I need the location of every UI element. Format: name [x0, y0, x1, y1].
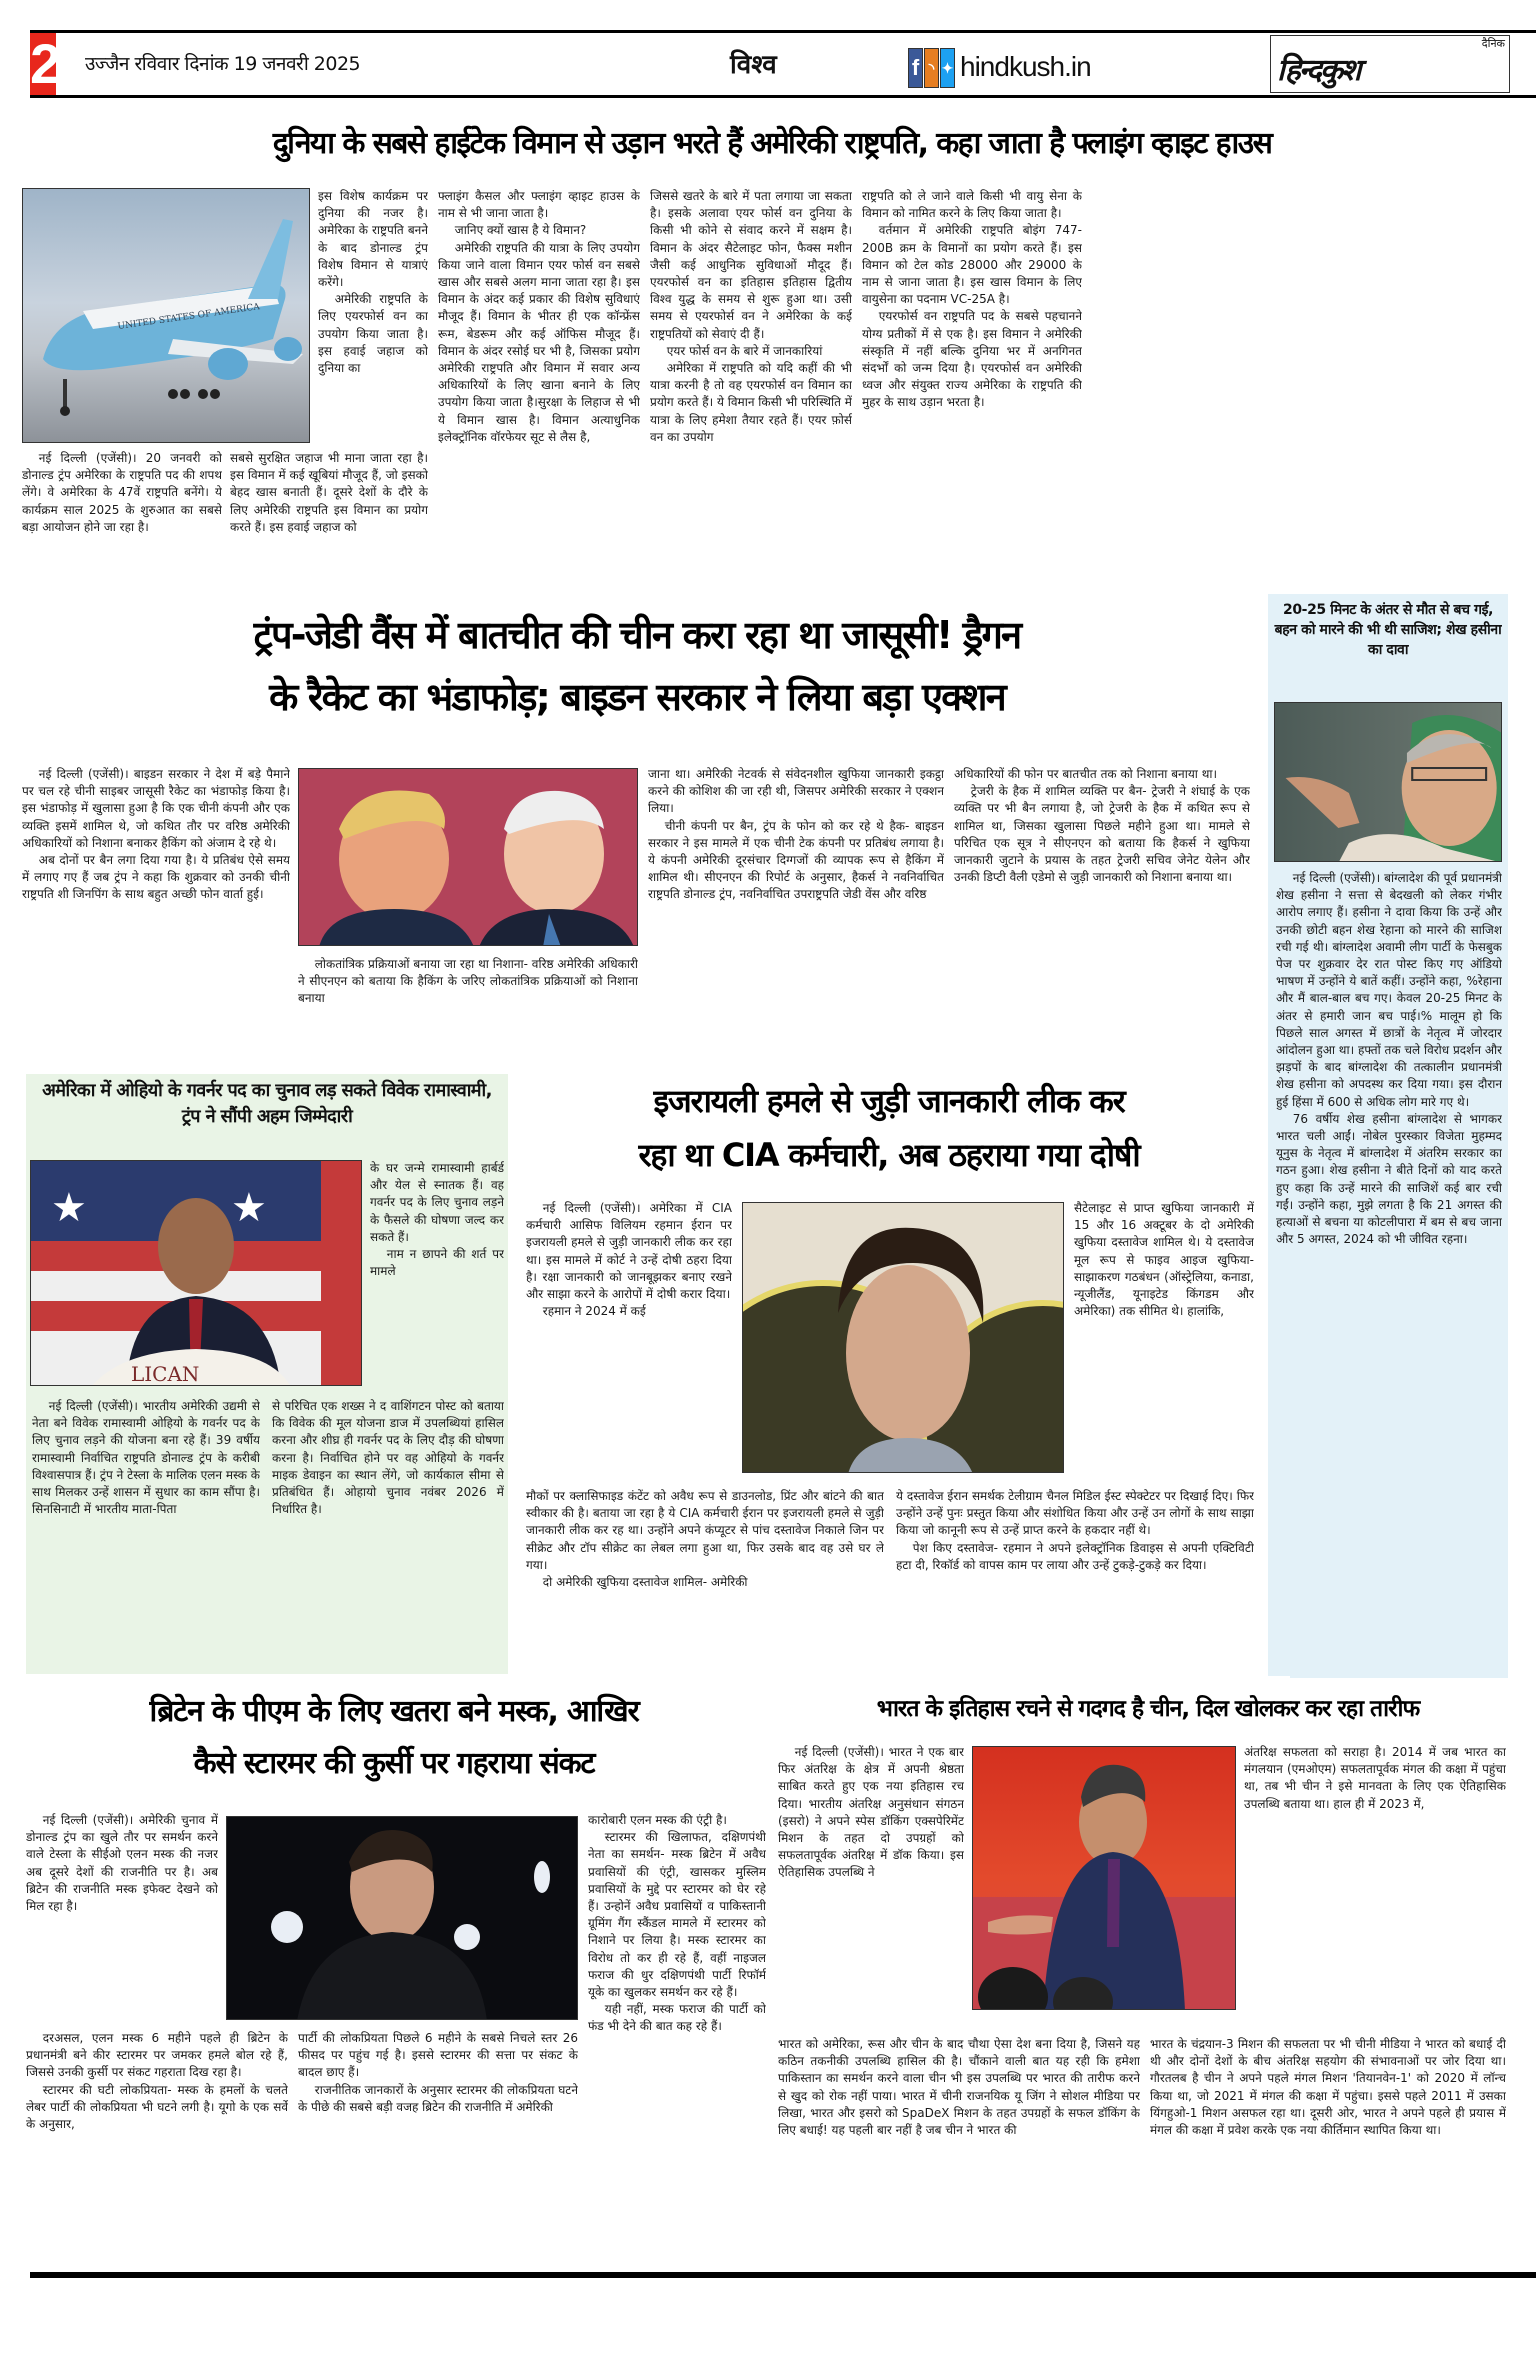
star-icon: ★ [51, 1185, 87, 1231]
story5-col3 [1074, 1200, 1254, 1482]
newspaper-logo [1270, 35, 1510, 93]
plane-livery-text: UNITED STATES OF AMERICA [117, 302, 261, 332]
story1-para: राष्ट्रपति को ले जाने वाले किसी भी वायु सेना के विमान को नामित करने के लिए किया जाता है। [862, 189, 1082, 221]
story4-col2 [272, 1398, 504, 1670]
logo-small-text: दैनिक [1481, 37, 1505, 50]
story5-para: रहमान ने 2024 में कई [542, 1304, 646, 1319]
section-name: विश्व [730, 50, 777, 80]
story2-headline-line1: ट्रंप-जेडी वैंस में बातचीत की चीन करा रहा था जासूसी! ड्रैगन [253, 613, 1021, 657]
story7-bottom-right [1150, 2036, 1506, 2264]
story1-col-beside-photo [318, 188, 428, 446]
story3-headline: 20-25 मिनट के अंतर से मौत से बच गई, बहन को मारने की भी थी साजिश; शेख हसीना का दावा [1274, 602, 1502, 658]
story7-headline: भारत के इतिहास रचने से गदगद है चीन, दिल खोलकर कर रहा तारीफ [876, 1696, 1420, 1722]
story5-para: सैटेलाइट से प्राप्त खुफिया जानकारी में 15 और 16 अक्टूबर के दो अमेरिकी खुफिया दस्तावेज शामिल थे। ये दस्तावेज मूल रूप से फाइव आइज खुफिया-साझाकरण गठबंधन (ऑस्ट्रेलिया, कनाडा, न्यूजीलैंड, यूनाइटेड किंगडम और अमेरिका) तक सीमित थे। हालांकि, [1074, 1201, 1254, 1319]
podium-text: LICAN [131, 1362, 200, 1386]
story1-para: अमेरिकी राष्ट्रपति के लिए एयरफोर्स वन का उपयोग किया जाता है। इस हवाई जहाज को दुनिया का [318, 292, 428, 376]
story2-para: नई दिल्ली (एजेंसी)। बाइडन सरकार ने देश में बड़े पैमाने पर चल रहे चीनी साइबर जासूसी रैकेट का भंडाफोड़ किया है। इस भंडाफोड़ में खुलासा हुआ है कि एक चीनी कंपनी और एक व्यक्ति इसमें शामिल थे, जो कथित तौर पर वरिष्ठ अमेरिकी अधिकारियों को निशाना बनाकर हैकिंग को अंजाम दे रहे थे। [22, 767, 290, 850]
page-number: 2 [30, 32, 62, 95]
story2-col3 [648, 766, 944, 1062]
story6-para: कारोबारी एलन मस्क की एंट्री है। [588, 1813, 727, 1827]
star-icon: ★ [231, 1185, 267, 1231]
logo-big-text: हिन्दकुश [1277, 53, 1360, 88]
story5-bottom-right [896, 1488, 1254, 1674]
story4-beside-photo [370, 1160, 504, 1392]
story6-headline-line1: ब्रिटेन के पीएम के लिए खतरा बने मस्क, आखिर [149, 1694, 639, 1729]
vivek-ramaswamy-photo [30, 1160, 362, 1386]
story1-subhead: एयर फोर्स वन के बारे में जानकारियां [666, 343, 823, 358]
story2-col2 [298, 956, 638, 1062]
story2-headline [22, 604, 1252, 744]
story2-para: चीनी कंपनी पर बैन, ट्रंप के फोन को कर रहे थे हैक- बाइडन सरकार ने इस मामले में एक चीनी टेक कंपनी पर प्रतिबंध लगाया है। ये कंपनी अमेरिकी दूरसंचार दिग्गजों की व्यापक रूप से हैकिंग में शामिल थी। सीएनएन की रिपोर्ट के अनुसार, हैकर्स ने नवनिर्वाचित राष्ट्रपति डोनाल्ड ट्रंप, नवनिर्वाचित उपराष्ट्रपति जेडी वेंस और वरिष्ठ [648, 818, 944, 902]
story6-para: स्टारमर की खिलाफत, दक्षिणपंथी नेता का समर्थन- मस्क ब्रिटेन में अवैध प्रवासियों की एंट्री, खासकर मुस्लिम प्रवासियों के मुद्दे पर स्टारमर को घेर रहे हैं। उन्होनें अवैध प्रवासियों व पाकिस्तानी ग्रूमिंग गैंग स्कैंडल मामले में स्टारमर को निशाने पर लिया है। मस्क स्टारमर का विरोध तो कर ही रहे हैं, वहीं नाइजल फराज की धुर दक्षिणपंथी पार्टी रिफॉर्म यूके का खुलकर समर्थन कर रहे हैं। [588, 1830, 766, 2000]
story6-col2 [298, 2030, 578, 2264]
story6-headline [22, 1686, 766, 1802]
story1-para: सबसे सुरक्षित जहाज भी माना जाता रहा है। इस विमान में कई खूबियां मौजूद हैं, जो इसको बेहद खास बनाती हैं। दूसरे देशों के दौरे के लिए अमेरिकी राष्ट्रपति इस विमान का प्रयोग करते हैं। इस हवाई जहाज को [230, 451, 428, 534]
story5-para: ये दस्तावेज ईरान समर्थक टेलीग्राम चैनल मिडिल ईस्ट स्पेक्टेटर पर दिखाई दिए। फिर उन्होंने उन्हें पुनः प्रस्तुत किया और संशोधित किया और उन्हें उन लोगों के साथ साझा किया जो कानूनी रूप से उन्हें प्राप्त करने के हकदार नहीं थे। [896, 1489, 1254, 1538]
story2-para: लोकतांत्रिक प्रक्रियाओं बनाया जा रहा था निशाना- वरिष्ठ अमेरिकी अधिकारी ने सीएनएन को बताया कि हैकिंग के जरिए लोकतांत्रिक प्रक्रियाओं को निशाना बनाया [298, 957, 638, 1006]
story5-para: मौकों पर क्लासिफाइड कंटेंट को अवैध रूप से डाउनलोड, प्रिंट और बांटने की बात स्वीकार की है। बताया जा रहा है ये CIA कर्मचारी ईरान पर इजरायली हमले से जुड़ी जानकारी लीक कर रह था। उन्होंने अपने कंप्यूटर से पांच दस्तावेज निकाले जिन पर सीक्रेट और टॉप सीक्रेट का लेबल लगा हुआ था, फिर उसके बाद वह उसे घर ले गया। [526, 1489, 884, 1572]
story6-headline-line2: कैसे स्टारमर की कुर्सी पर गहराया संकट [193, 1746, 595, 1781]
story1-col2 [230, 450, 428, 582]
story6-col3 [588, 1812, 766, 2264]
story3-body [1276, 870, 1502, 1670]
story2-para: अब दोनों पर बैन लगा दिया गया है। ये प्रतिबंध ऐसे समय में लगाए गए हैं जब ट्रंप ने कहा कि शुक्रवार को उनकी चीनी राष्ट्रपति शी जिनपिंग के साथ बहुत अच्छी फोन वार्ता हुई। [22, 853, 290, 902]
story7-para: अंतरिक्ष सफलता को सराहा है। 2014 में जब भारत का मंगलयान (एमओएम) सफलतापूर्वक मंगल की कक्षा में पहुंचा था, तब भी चीन ने इसे मानवता के लिए एक ऐतिहासिक उपलब्धि बताया था। हाल ही में 2023 में, [1244, 1745, 1506, 1811]
airplane-illustration [23, 189, 310, 443]
story4-para: नाम न छापने की शर्त पर मामले [370, 1247, 504, 1279]
story1-para: फ्लाइंग कैसल और फ्लाइंग व्हाइट हाउस के नाम से भी जाना जाता है। [438, 189, 640, 221]
website-link[interactable]: hindkush.in [960, 51, 1091, 82]
story2-para: ट्रेजरी के हैक में शामिल व्यक्ति पर बैन- ट्रेजरी ने शंघाई के एक व्यक्ति पर भी बैन लगाया है, जो ट्रेजरी के हैक में कथित रूप से शामिल था, जिसका खुलासा पिछले महीने हुआ था। मामले से परिचित एक सूत्र ने सीएनएन को बताया कि हैकर्स ने खुफिया जानकारी जुटाने के प्रयास के तहत ट्रेजरी सचिव जेनेट येलेन और उनकी डिप्टी वैली एडेमो से जुड़ी जानकारी को निशाना बनाया था। [954, 784, 1250, 885]
story1-col5 [862, 188, 1082, 582]
story4-col1 [32, 1398, 260, 1670]
story2-col1 [22, 766, 290, 1062]
bottom-rule [30, 2272, 1536, 2278]
story1-para: एयरफोर्स वन राष्ट्रपति पद के सबसे पहचानने योग्य प्रतीकों में से एक है। इस विमान ने अमेरिकी संस्कृति में नहीं बल्कि दुनिया भर में अनगिनत संदर्भों को जन्म दिया है। एयरफोर्स वन अमेरिकी ध्वज और संयुक्त राज्य अमेरिका के राष्ट्रपति की मुहर के साथ उड़ान भरता है। [862, 309, 1082, 410]
story1-para: जिससे खतरे के बारे में पता लगाया जा सकता है। इसके अलावा एयर फोर्स वन दुनिया के किसी भी कोने से संवाद करने में सक्षम है। विमान के अंदर सैटेलाइट फोन, फैक्स मशीन जैसी कई आधुनिक सुविधाओं मौदूद हैं। एयरफोर्स वन का इतिहास इतिहास द्वितीय विश्व युद्ध के समय से शुरू हुआ था। उसी समय से एयरफोर्स वन ने अमेरिका के कई राष्ट्रपतियों को सेवाएं दी हैं। [650, 189, 852, 341]
story5-para: दो अमेरिकी खुफिया दस्तावेज शामिल- अमेरिकी [542, 1575, 748, 1590]
story5-headline [522, 1074, 1256, 1190]
trump-biden-photo [298, 768, 638, 946]
story3-para: 76 वर्षीय शेख हसीना बांग्लादेश से भागकर भारत चली आईं। नोबेल पुरस्कार विजेता मुहम्मद यूनुस के नेतृत्व में बांग्लादेश में अंतरिम सरकार का गठन हुआ। शेख हसीना ने बीते दिनों को याद करते हुए कहा कि उन्हें मारने की साजिशें कई बार रची गईं। उन्होंने कहा, मुझे लगता है कि 21 अगस्त की हत्याओं से बचना या कोटलीपारा में बम से बच जाना और 5 अगस्त, 2024 को भी जीवित रहना। [1276, 1111, 1502, 1247]
twitter-icon[interactable]: ✦ [940, 48, 955, 88]
story4-para: के घर जन्मे रामास्वामी हार्बर्ड और येल से स्नातक हैं। वह गवर्नर पद के लिए चुनाव लड़ने के फैसले की घोषणा जल्द कर सकते हैं। [370, 1161, 504, 1244]
story6-para: राजनीतिक जानकारों के अनुसार स्टारमर की लोकप्रियता घटने के पीछे की सबसे बड़ी वजह ब्रिटेन की राजनीति में अमेरिकी [298, 2082, 578, 2114]
story5-bottom-left [526, 1488, 884, 1674]
dateline: उज्जैन रविवार दिनांक 19 जनवरी 2025 [85, 53, 361, 75]
story1-para: अमेरिका में राष्ट्रपति को यदि कहीं की भी यात्रा करनी है तो वह एयरफोर्स वन विमान का प्रयोग करते हैं। ये विमान किसी भी परिस्थिति में यात्रा के लिए हमेशा तैयार रहते हैं। एयर फ़ोर्स वन का उपयोग [650, 361, 852, 444]
story5-headline-line1: इजरायली हमले से जुड़ी जानकारी लीक कर [653, 1082, 1125, 1120]
story1-col4 [650, 188, 852, 582]
rss-icon[interactable]: ◝ [924, 48, 939, 88]
story5-para: नई दिल्ली (एजेंसी)। अमेरिका में CIA कर्मचारी आसिफ विलियम रहमान ईरान पर इजरायली हमले से जुड़ी जानकारी लीक कर रहा था। इस मामले में कोर्ट ने उन्हें दोषी ठहरा दिया है। रक्षा जानकारी को जानबूझकर बनाए रखने और साझा करने के आरोपों में दोषी करार दिया। [526, 1201, 732, 1302]
story7-col1 [778, 1744, 964, 2030]
story7-para: भारत के चंद्रयान-3 मिशन की सफलता पर भी चीनी मीडिया ने भारत को बधाई दी थी और दोनों देशों के बीच अंतरिक्ष सहयोग की संभावनाओं पर जोर दिया था। गौरतलब है चीन ने अपने पहले मंगल मिशन 'तियानवेन-1' को 2020 में लॉन्च किया था, जो 2021 में मंगल की कक्षा में पहुंचा। इससे पहले 2011 में उसका यिंगहुओ-1 मिशन असफल रहा था। दूसरी ओर, भारत ने अपने पहले ही प्रयास में मंगल की कक्षा में प्रवेश करके एक नया कीर्तिमान स्थापित किया था। [1150, 2037, 1506, 2138]
story1-para: नई दिल्ली (एजेंसी)। 20 जनवरी को डोनाल्ड ट्रंप अमेरिका के राष्ट्रपति पद की शपथ लेंगे। वे अमेरिका के 47वें राष्ट्रपति बनेंगे। ये कार्यक्रम साल 2025 के शुरुआत का सबसे बड़ा आयोजन होने जा रहा है। [22, 451, 222, 534]
story6-para: दरअसल, एलन मस्क 6 महीने पहले ही ब्रिटेन के प्रधानमंत्री बने कीर स्टारमर पर जमकर हमले बोल रहे हैं, जिससे उनकी कुर्सी पर संकट गहराता दिख रहा है। [26, 2031, 288, 2080]
story7-top-strip [1290, 1674, 1508, 1678]
social-links [908, 48, 955, 88]
rahman-face [846, 1265, 970, 1441]
story7-col3 [1244, 1744, 1506, 2030]
story4-para: नई दिल्ली (एजेंसी)। भारतीय अमेरिकी उद्यमी से नेता बने विवेक रामास्वामी ओहियो के गवर्नर पद के लिए चुनाव लड़ने की योजना बना रहे हैं। 39 वर्षीय रामास्वामी निर्वाचित राष्ट्रपति डोनाल्ड ट्रंप के करीबी विश्वासपात्र हैं। ट्रंप ने टेस्ला के मालिक एलन मस्क के साथ मिलकर उन्हें शासन में सुधार का काम सौंपा है। सिनसिनाटी में भारतीय माता-पिता [32, 1399, 260, 1517]
story6-col1 [26, 1812, 218, 2024]
xi-jinping-photo [972, 1746, 1236, 2010]
elon-musk-photo [226, 1816, 578, 2020]
story7-para: भारत को अमेरिका, रूस और चीन के बाद चौथा ऐसा देश बना दिया है, जिसने यह कठिन तकनीकी उपलब्धि हासिल की है। चौंकाने वाली बात यह रही कि हमेशा पाकिस्तान का समर्थन करने वाला चीन भी इस उपलब्धि पर भारत की तारीफ करने से खुद को रोक नहीं पाया। भारत में चीनी राजनयिक यू जिंग ने सोशल मीडिया पर लिखा, भारत और इसरो को SpaDeX मिशन के तहत उपग्रहों के सफल डॉकिंग के लिए बधाई! यह पहली बार नहीं है जब चीन ने भारत की [778, 2037, 1140, 2138]
story1-para: वर्तमान में अमेरिकी राष्ट्रपति बोइंग 747-200B क्रम के विमानों का प्रयोग करते हैं। इस विमान को टेल कोड 28000 और 29000 के नाम से जाना जाता है। इस खास विमान के लिए वायुसेना का पदनाम VC-25A है। [862, 223, 1082, 307]
story7-para: नई दिल्ली (एजेंसी)। भारत ने एक बार फिर अंतरिक्ष के क्षेत्र में अपनी श्रेष्ठता साबित करते हुए एक नया इतिहास रच दिया। भारतीय अंतरिक्ष अनुसंधान संगठन (इसरो) ने अपने स्पेस डॉकिंग एक्सपेरिमेंट मिशन के तहत दो उपग्रहों को सफलतापूर्वक अंतरिक्ष में डॉक किया। इस ऐतिहासिक उपलब्धि ने [778, 1745, 964, 1880]
story1-headline: दुनिया के सबसे हाईटेक विमान से उड़ान भरते हैं अमेरिकी राष्ट्रपति, कहा जाता है फ्लाइंग व्हाइट हाउस [272, 126, 1272, 161]
story1-col1 [22, 450, 222, 582]
story5-para: पेश किए दस्तावेज- रहमान ने अपने इलेक्ट्रॉनिक डिवाइस से अपनी एक्टिविटी हटा दी, रिकॉर्ड को वापस काम पर लाया और उन्हें टुकड़े-टुकड़े कर दिया। [896, 1540, 1254, 1572]
ramaswamy-face [158, 1198, 234, 1294]
story1-subhead: जानिए क्यों खास है ये विमान? [454, 223, 587, 238]
air-force-one-photo [22, 188, 310, 443]
story2-col4 [954, 766, 1250, 1062]
story6-para: यही नहीं, मस्क फराज की पार्टी को फंड भी देने की बात कह रहे हैं। [588, 2002, 766, 2034]
sheikh-hasina-photo [1274, 702, 1502, 862]
story4-para: से परिचित एक शख्स ने द वाशिंगटन पोस्ट को बताया कि विवेक की मूल योजना डाज में उपलब्धियां हासिल करना और शीघ्र ही गवर्नर पद के लिए दौड़ की घोषणा करना है। निर्वाचित होने पर वह ओहियो के गवर्नर माइक डेवाइन का स्थान लेंगे, जो कार्यकाल सीमा से प्रतिबंधित हैं। ओहायो चुनाव नवंबर 2026 में निर्धारित है। [272, 1399, 504, 1517]
masthead [30, 30, 1536, 98]
asif-rahman-mugshot [742, 1202, 1064, 1473]
story1-para: इस विशेष कार्यक्रम पर दुनिया की नजर है। अमेरिका के राष्ट्रपति बनने के बाद डोनाल्ड ट्रंप विशेष विमान से यात्राएं करेंगे। [318, 189, 428, 290]
story6-col1b [26, 2030, 288, 2264]
story5-col1 [526, 1200, 732, 1482]
facebook-icon[interactable]: f [908, 48, 923, 88]
story1-para: अमेरिकी राष्ट्रपति की यात्रा के लिए उपयोग किया जाने वाला विमान एयर फोर्स वन सबसे खास और सबसे अलग माना जाता रहा है। इस विमान के अंदर कई प्रकार की विशेष सुविधाएं मौजूद हैं। विमान के भीतर ही एक कॉन्फ्रेंस रूम, बेडरूम और कई ऑफिस मौजूद हैं। विमान के अंदर रसोई घर भी है, जिसका प्रयोग अमेरिकी राष्ट्रपति और विमान में सवार अन्य अधिकारियों के लिए खाना बनाने के लिए उपयोग किया जाता है।सुरक्षा के लिहाज से भी ये विमान खास है। विमान अत्याधुनिक इलेक्ट्रॉनिक वॉरफेयर सूट से लैस है, [438, 240, 640, 444]
story2-headline-line2: के रैकेट का भंडाफोड़; बाइडन सरकार ने लिया बड़ा एक्शन [269, 675, 1005, 719]
story6-para: नई दिल्ली (एजेंसी)। अमेरिकी चुनाव में डोनाल्ड ट्रंप का खुले तौर पर समर्थन करने वाले टेस्ला के सीईओ एलन मस्क की नजर अब दूसरे देशों की राजनीति पर है। अब ब्रिटेन की राजनीति मस्क इफेक्ट देखने को मिल रहा है। [26, 1813, 218, 1914]
story3-para: नई दिल्ली (एजेंसी)। बांग्लादेश की पूर्व प्रधानमंत्री शेख हसीना ने सत्ता से बेदखली को लेकर गंभीर आरोप लगाए हैं। हसीना ने दावा किया कि उन्हें और उनकी छोटी बहन शेख रेहाना को मारने की साजिश रची गई थी। बांग्लादेश अवामी लीग पार्टी के फेसबुक पेज पर शुक्रवार देर रात पोस्ट किए गए ऑडियो भाषण में उन्होंने ये बातें कहीं। उन्होंने कहा, %रेहाना और मैं बाल-बाल बच गए। केवल 20-25 मिनट के अंतर से हमारी जान बच पाई।% मालूम हो कि पिछले साल अगस्त में छात्रों के नेतृत्व में जोरदार आंदोलन हुआ था। हफ्तों तक चले विरोध प्रदर्शन और झड़पों के बाद बांग्लादेश की तत्कालीन प्रधानमंत्री शेख हसीना को अपदस्थ कर दिया गया। इस दौरान हुई हिंसा में 600 से अधिक लोग मारे गए थे। [1276, 871, 1502, 1109]
story2-para: जाना था। अमेरिकी नेटवर्क से संवेदनशील खुफिया जानकारी इकट्ठा करने की कोशिश की जा रही थी, जिसपर अमेरिकी सरकार ने एक्शन लिया। [648, 767, 944, 816]
story2-para: अधिकारियों की फोन पर बातचीत तक को निशाना बनाया था। [954, 767, 1218, 781]
story4-headline: अमेरिका में ओहियो के गवर्नर पद का चुनाव लड़ सकते विवेक रामास्वामी, ट्रंप ने सौंपी अहम जिम्मेदारी [42, 1080, 492, 1127]
story6-para: पार्टी की लोकप्रियता पिछले 6 महीने के सबसे निचले स्तर 26 फीसद पर पहुंच गई है। इससे स्टारमर की सत्ता पर संकट के बादल छाए हैं। [298, 2031, 578, 2080]
story1-col3 [438, 188, 640, 582]
story7-bottom-left [778, 2036, 1140, 2264]
story5-headline-line2: रहा था CIA कर्मचारी, अब ठहराया गया दोषी [638, 1136, 1140, 1174]
story6-para: स्टारमर की घटी लोकप्रियता- मस्क के हमलों के चलते लेबर पार्टी की लोकप्रियता भी घटने लगी है। यूगो के एक सर्वे के अनुसार, [26, 2082, 288, 2132]
